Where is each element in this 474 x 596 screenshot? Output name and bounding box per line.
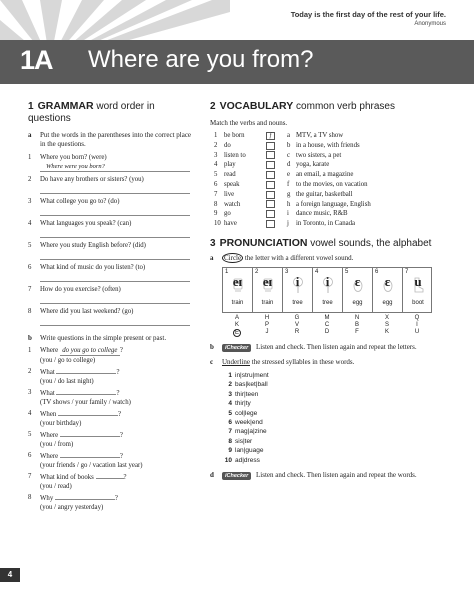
sound-cell: 6 ɛ egg (373, 268, 403, 312)
grammar-b-cue: (your friends / go / vacation last year) (40, 462, 143, 469)
vocab-row: 8 watch h a foreign language, English (214, 200, 371, 208)
sound-cell: 2 eɪ train (253, 268, 283, 312)
letter-cell: S (384, 321, 389, 328)
grammar-a-list (28, 153, 198, 326)
grammar-b-question: 6 Where ? (28, 452, 123, 460)
letter-cell: N (354, 314, 360, 321)
letter-cell: U (414, 328, 420, 335)
grammar-b-question: 3 What ? (28, 389, 120, 397)
grammar-a-question: 7 How do you exercise? (often) (28, 286, 121, 293)
grammar-a-question: 5 Where you study English before? (did) (28, 242, 146, 249)
answer-line[interactable] (40, 316, 190, 326)
answer-box[interactable] (266, 181, 275, 189)
vocab-row: 5 read e an email, a magazine (214, 171, 354, 179)
answer-line[interactable] (40, 272, 190, 282)
vocab-row: 1 be born f a MTV, a TV show (214, 132, 344, 139)
answer-box[interactable] (266, 161, 275, 169)
sound-cell: 5 ɛ egg (343, 268, 373, 312)
answer-blank[interactable] (60, 451, 120, 458)
vowel-sound-grid (222, 267, 432, 313)
grammar-b-question: 5 Where ? (28, 431, 123, 439)
grammar-b-cue: (TV shows / your family / watch) (40, 399, 131, 406)
sound-cell: 1 eɪ train (223, 268, 253, 312)
vocab-row: 10 have j in Toronto, in Canada (214, 220, 356, 228)
alphabet-letter-grid (222, 315, 432, 337)
answer-box[interactable] (266, 191, 275, 199)
stress-word: 2 bas|ket|ball (228, 381, 268, 389)
letter-cell: P (264, 321, 269, 328)
vocab-row: 7 live g the guitar, basketball (214, 190, 353, 198)
stress-word: 3 thir|teen (228, 390, 259, 398)
vocab-row: 2 do b in a house, with friends (214, 141, 360, 149)
answer-box[interactable] (266, 200, 275, 208)
letter-cell: Q (414, 314, 420, 321)
vocab-row: 4 play d yoga, karate (214, 161, 330, 169)
letter-cell: K (234, 321, 239, 328)
sound-cell: 7 u boot (405, 268, 424, 306)
stress-word-list (222, 371, 450, 465)
stress-word: 5 col|lege (228, 409, 258, 417)
answer-line[interactable] (40, 250, 190, 260)
stress-word: 7 mag|a|zine (228, 428, 267, 436)
pron-b-instruction: b iChecker Listen and check. Then listen again and repeat the letters. (210, 342, 417, 351)
grammar-b-cue: (you / read) (40, 483, 72, 490)
answer-box[interactable] (266, 210, 275, 218)
epigraph-text: Today is the first day of the rest of your life. (290, 10, 446, 19)
grammar-a-question: 1 Where you born? (were) (28, 154, 107, 161)
page-number: 4 (0, 568, 20, 582)
answer-blank[interactable] (56, 388, 116, 395)
letter-cell: B (354, 321, 359, 328)
answer-blank[interactable]: do you go to college (60, 346, 120, 356)
grammar-b-cue: (you / angry yesterday) (40, 504, 104, 511)
stress-word: 6 week|end (228, 419, 263, 426)
answer-blank[interactable] (55, 493, 115, 500)
stress-word: 1 in|stru|ment (228, 371, 269, 379)
letter-cell: G (294, 314, 300, 321)
grammar-heading: 1 GRAMMAR word order in questions (28, 100, 155, 124)
pron-d-instruction: d iChecker Listen and check. Then listen again and repeat the words. (210, 471, 417, 480)
stress-word: 8 sis|ter (228, 437, 253, 445)
pronunciation-heading: 3 PRONUNCIATION vowel sounds, the alphabet (210, 236, 432, 249)
epigraph-author: Anonymous (414, 21, 446, 27)
answer-line[interactable] (40, 206, 190, 216)
letter-cell: K (384, 328, 389, 335)
answer-line[interactable]: Where were you born? (40, 162, 190, 172)
pron-c-instruction: c Underline the stressed syllables in these words. (210, 357, 355, 366)
vocab-row: 9 go i dance music, R&B (214, 210, 348, 218)
vocabulary-heading: 2 VOCABULARY common verb phrases (210, 100, 395, 112)
answer-line[interactable] (40, 228, 190, 238)
grammar-b-question: 8 Why ? (28, 494, 118, 502)
grammar-b-cue: (you / do last night) (40, 378, 94, 385)
grammar-a-instruction: a Put the words in the parentheses into the correct place in the questions. (28, 131, 192, 148)
grammar-section (28, 100, 198, 514)
grammar-a-question: 4 What languages you speak? (can) (28, 220, 132, 227)
grammar-b-cue: (you / go to college) (40, 357, 96, 364)
answer-blank[interactable] (96, 472, 124, 479)
grammar-b-instruction: b Write questions in the simple present or past. (28, 334, 167, 342)
letter-cell: E (234, 329, 239, 336)
answer-blank[interactable] (58, 409, 118, 416)
letter-cell: D (324, 328, 330, 335)
letter-cell: M (324, 314, 330, 321)
grammar-a-question: 6 What kind of music do you listen? (to) (28, 264, 146, 271)
letter-cell: F (355, 328, 359, 335)
grammar-b-cue: (your birthday) (40, 420, 82, 427)
sound-cell: 4 i tree (313, 268, 343, 312)
grammar-b-question: 7 What kind of books ? (28, 473, 127, 481)
grammar-b-list (28, 346, 198, 512)
grammar-a-question: 2 Do have any brothers or sisters? (you) (28, 176, 144, 183)
vocab-row: 6 speak f to the movies, on vacation (214, 180, 368, 188)
grammar-b-cue: (you / from) (40, 441, 74, 448)
answer-box[interactable] (266, 151, 275, 159)
epigraph (291, 10, 446, 27)
grammar-b-question: 1 Where do you go to college ? (28, 347, 123, 354)
answer-blank[interactable] (56, 367, 116, 374)
letter-cell: R (294, 328, 300, 335)
answer-line[interactable] (40, 294, 190, 304)
ichecker-badge[interactable]: iChecker (222, 344, 251, 352)
grammar-b-question: 4 When ? (28, 410, 121, 418)
vocabulary-match-list (214, 131, 450, 229)
answer-box[interactable] (266, 142, 275, 150)
letter-cell: H (264, 314, 270, 321)
letter-cell: I (416, 321, 418, 328)
letter-cell: C (324, 321, 330, 328)
lesson-number: 1A (20, 45, 53, 75)
ichecker-badge[interactable]: iChecker (222, 472, 251, 480)
sound-cell: 3 i tree (283, 268, 313, 312)
answer-box[interactable] (266, 220, 275, 228)
grammar-a-question: 3 What college you go to? (do) (28, 198, 120, 205)
letter-cell: A (234, 314, 239, 321)
lesson-title: Where are you from? (88, 46, 314, 73)
right-column (210, 100, 450, 480)
answer-blank[interactable] (60, 430, 120, 437)
grammar-b-question: 2 What ? (28, 368, 120, 376)
letter-cell: V (294, 321, 299, 328)
answer-box[interactable] (266, 171, 275, 179)
stress-word: 9 lan|guage (228, 447, 264, 455)
stress-word: 4 thir|ty (228, 400, 251, 408)
answer-line[interactable] (40, 184, 190, 194)
stress-word: 10 ad|dress (224, 456, 260, 464)
answer-box[interactable]: f (266, 132, 275, 140)
vocab-row: 3 listen to c two sisters, a pet (214, 151, 342, 159)
letter-cell: X (384, 314, 389, 321)
pron-a-instruction: a Circle the letter with a different vowel sound. (210, 253, 354, 262)
vocabulary-instruction: Match the verbs and nouns. (210, 119, 288, 127)
grammar-a-question: 8 Where did you last weekend? (go) (28, 308, 134, 315)
letter-cell: J (265, 328, 269, 335)
